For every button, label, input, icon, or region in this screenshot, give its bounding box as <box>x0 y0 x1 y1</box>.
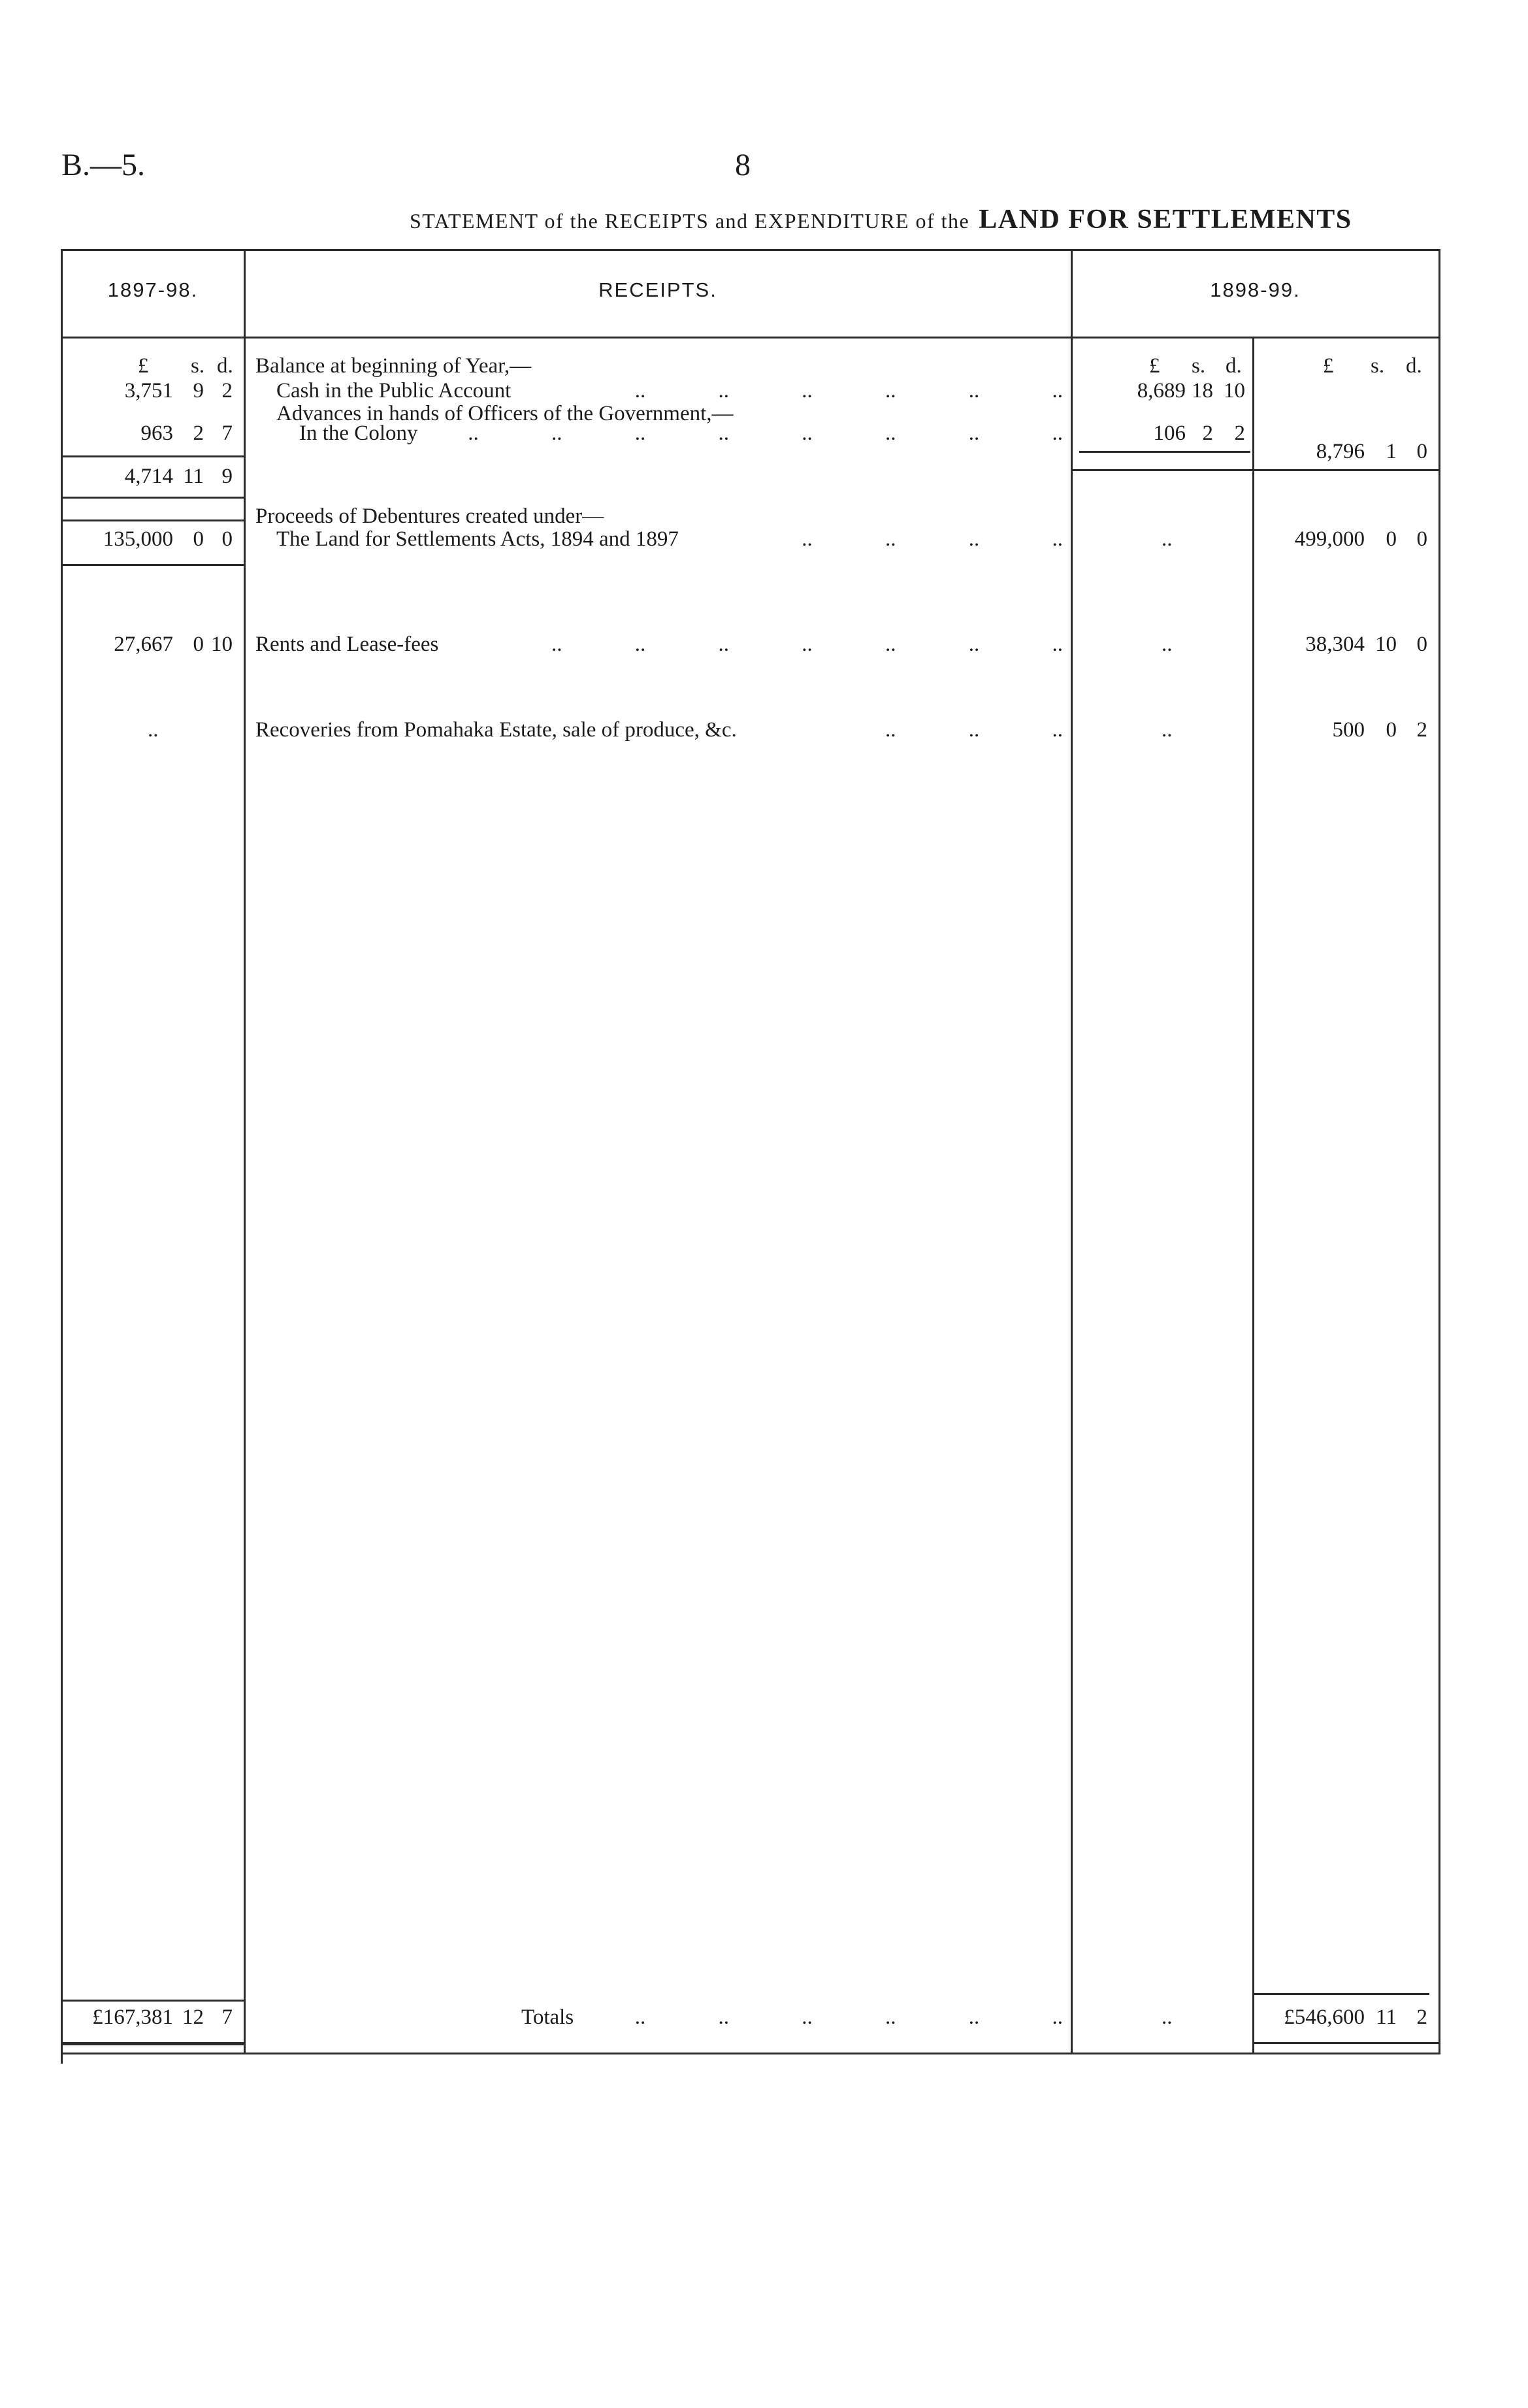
rents-curr-pounds: 38,304 <box>1305 633 1365 656</box>
header-bottom-rule <box>61 337 1440 338</box>
debentures-label: The Land for Settlements Acts, 1894 and 1897 <box>276 527 679 551</box>
totals-prev-pounds: £167,381 <box>92 2005 173 2029</box>
debentures-curr-pounds: 499,000 <box>1294 527 1365 551</box>
totals-curr-pounds: £546,600 <box>1284 2005 1365 2029</box>
balance-curr-total-pence: 0 <box>1416 440 1427 463</box>
curr-totals-double-rule <box>1254 2042 1439 2044</box>
totals-curr-pence: 2 <box>1416 2005 1427 2029</box>
balance-curr-total-pounds: 8,796 <box>1316 440 1365 463</box>
currency-shillings-header: s. <box>1371 354 1385 378</box>
currency-pence-header: d. <box>217 354 233 378</box>
balance-prev-subtotal-pounds: 4,714 <box>124 465 173 488</box>
colony-prev-pounds: 963 <box>140 421 173 445</box>
rents-label: Rents and Lease-fees <box>255 633 439 656</box>
cash-label: Cash in the Public Account <box>276 379 512 403</box>
rents-prev-pence: 10 <box>211 633 233 656</box>
rents-curr-pence: 0 <box>1416 633 1427 656</box>
balance-curr-total-shillings: 1 <box>1386 440 1397 463</box>
prev-subtotal-bottom-rule <box>61 497 246 499</box>
currency-pounds-header: £ <box>138 354 149 378</box>
totals-curr-detail: .. <box>1162 2005 1173 2029</box>
colony-curr-pence: 2 <box>1234 421 1245 445</box>
rents-curr-detail: .. <box>1162 633 1173 656</box>
advances-heading: Advances in hands of Officers of the Government,— <box>276 402 734 425</box>
rents-prev-shillings: 0 <box>193 633 204 656</box>
column-header-prev-year: 1897-98. <box>107 278 199 301</box>
table-right-border <box>1439 249 1440 2054</box>
currency-shillings-header: s. <box>191 354 205 378</box>
cash-curr-pounds: 8,689 <box>1137 379 1186 403</box>
page-number: 8 <box>735 148 751 182</box>
table-bottom-rule <box>61 2053 1440 2054</box>
recoveries-curr-shillings: 0 <box>1386 718 1397 742</box>
debentures-leader: .. .. .. .. <box>802 527 1063 551</box>
cash-curr-pence: 10 <box>1224 379 1245 403</box>
rents-prev-pounds: 27,667 <box>114 633 173 656</box>
column-divider-curr-subcolumn <box>1252 337 1254 2054</box>
table-top-rule <box>61 249 1440 251</box>
cash-prev-pounds: 3,751 <box>124 379 173 403</box>
recoveries-label: Recoveries from Pomahaka Estate, sale of produce, &c. <box>255 718 737 742</box>
debentures-prev-top-rule <box>61 520 246 521</box>
recoveries-prev: .. <box>148 718 159 742</box>
debentures-prev-shillings: 0 <box>193 527 204 551</box>
curr-balance-rule <box>1071 469 1440 471</box>
colony-leader: .. .. .. .. .. .. .. .. <box>468 421 1063 445</box>
totals-label: Totals <box>521 2005 574 2029</box>
debentures-curr-detail: .. <box>1162 527 1173 551</box>
debentures-curr-shillings: 0 <box>1386 527 1397 551</box>
balance-prev-subtotal-pence: 9 <box>221 465 233 488</box>
colony-curr-pounds: 106 <box>1153 421 1186 445</box>
recoveries-curr-pence: 2 <box>1416 718 1427 742</box>
colony-label: In the Colony <box>299 421 418 445</box>
debentures-curr-pence: 0 <box>1416 527 1427 551</box>
colony-curr-shillings: 2 <box>1202 421 1213 445</box>
document-reference: B.—5. <box>61 148 146 182</box>
debentures-prev-pounds: 135,000 <box>103 527 173 551</box>
currency-pence-header: d. <box>1406 354 1422 378</box>
column-header-receipts: RECEIPTS. <box>598 278 717 301</box>
debentures-prev-bottom-rule <box>61 564 246 566</box>
recoveries-curr-pounds: 500 <box>1332 718 1365 742</box>
column-header-curr-year: 1898-99. <box>1210 278 1301 301</box>
balance-prev-subtotal-shillings: 11 <box>183 465 204 488</box>
prev-totals-double-rule <box>61 2042 246 2045</box>
curr-totals-top-rule <box>1254 1993 1429 1995</box>
debentures-heading: Proceeds of Debentures created under— <box>255 504 604 528</box>
totals-prev-pence: 7 <box>221 2005 233 2029</box>
recoveries-leader: .. .. .. <box>885 718 1063 742</box>
prev-totals-top-rule <box>61 2000 246 2002</box>
debentures-prev-pence: 0 <box>221 527 233 551</box>
currency-pounds-header: £ <box>1323 354 1334 378</box>
cash-prev-shillings: 9 <box>193 379 204 403</box>
currency-pounds-header: £ <box>1149 354 1160 378</box>
balance-heading: Balance at beginning of Year,— <box>255 354 532 378</box>
currency-pence-header: d. <box>1226 354 1242 378</box>
prev-subtotal-top-rule <box>61 455 246 457</box>
column-divider-receipts <box>1071 249 1073 2054</box>
rents-curr-shillings: 10 <box>1375 633 1397 656</box>
totals-leader: .. .. .. .. .. .. <box>634 2005 1063 2029</box>
currency-shillings-header: s. <box>1192 354 1206 378</box>
cash-curr-shillings: 18 <box>1192 379 1213 403</box>
recoveries-curr-detail: .. <box>1162 718 1173 742</box>
totals-curr-shillings: 11 <box>1376 2005 1397 2029</box>
title-lead: STATEMENT of the RECEIPTS and EXPENDITURE of the <box>410 209 970 233</box>
colony-prev-shillings: 2 <box>193 421 204 445</box>
totals-prev-shillings: 12 <box>182 2005 204 2029</box>
colony-prev-pence: 7 <box>221 421 233 445</box>
rents-leader: .. .. .. .. .. .. .. <box>551 633 1063 656</box>
cash-leader: .. .. .. .. .. .. <box>634 379 1063 403</box>
curr-detail-subtotal-rule <box>1079 451 1250 453</box>
cash-prev-pence: 2 <box>221 379 233 403</box>
title-subject: LAND FOR SETTLEMENTS <box>979 205 1352 235</box>
statement-title <box>410 204 1352 235</box>
